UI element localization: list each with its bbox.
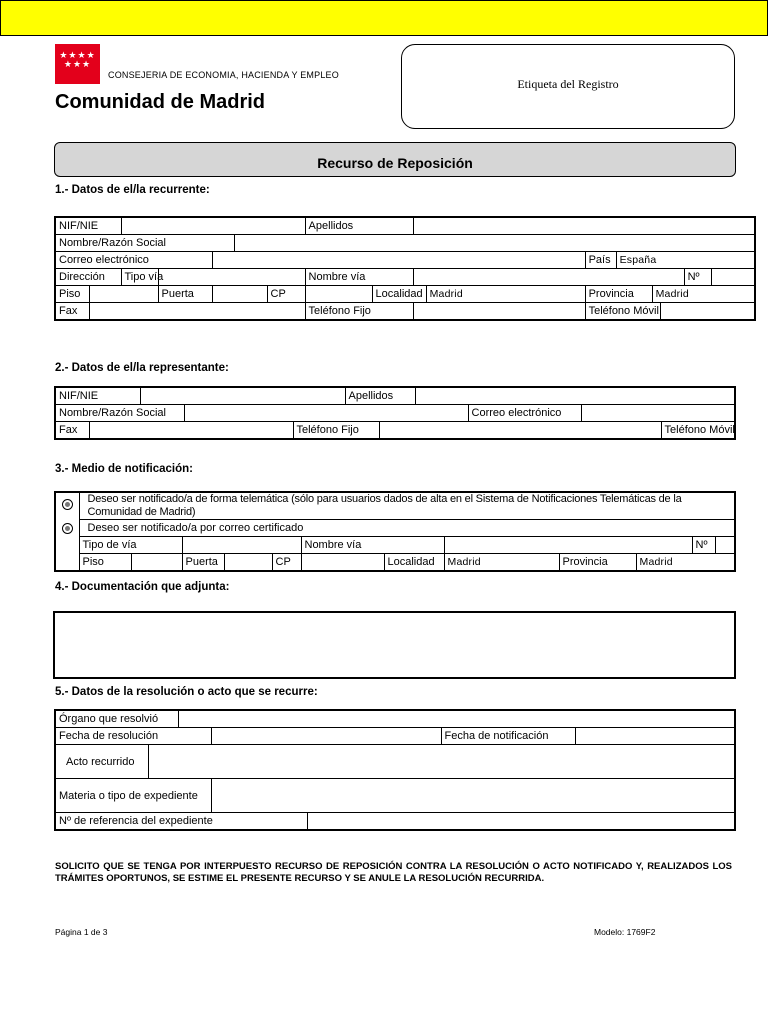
apellidos-label: Apellidos: [305, 217, 413, 235]
rep-nif-field[interactable]: [140, 387, 345, 405]
not-localidad-label: Localidad: [384, 554, 444, 572]
localidad-label: Localidad: [372, 286, 426, 303]
not-piso-field[interactable]: [131, 554, 182, 572]
rep-nombre-label: Nombre/Razón Social: [55, 405, 184, 422]
consejeria-label: CONSEJERIA DE ECONOMIA, HACIENDA Y EMPLEO: [108, 70, 339, 80]
recurrente-table: [54, 216, 756, 321]
acto-field[interactable]: [148, 745, 735, 779]
nombre-label: Nombre/Razón Social: [55, 235, 234, 252]
referencia-label: Nº de referencia del expediente: [55, 813, 307, 831]
tipo-via-label: Tipo vía: [121, 269, 158, 286]
comunidad-madrid-logo: [55, 44, 100, 84]
solicito-statement: SOLICITO QUE SE TENGA POR INTERPUESTO RECURSO DE REPOSICIÓN CONTRA LA RESOLUCIÓN O ACTO NOTIFICADO Y, REALIZADOS LOS TRÁMITES OPORTUNOS, SE ESTIME EL PRESENTE RECURSO Y SE ANULE LA RESOLUCIÓN RECURRIDA.: [55, 861, 732, 884]
pais-field[interactable]: España: [616, 252, 755, 269]
nombre-via-field[interactable]: [413, 269, 684, 286]
fax-label: Fax: [55, 303, 89, 321]
provincia-field[interactable]: Madrid: [652, 286, 755, 303]
registry-label-text: Etiqueta del Registro: [517, 77, 619, 91]
localidad-field[interactable]: Madrid: [426, 286, 585, 303]
numero-label: Nº: [684, 269, 711, 286]
direccion-label: Dirección: [55, 269, 121, 286]
tel-movil-label: Teléfono Móvil: [585, 303, 660, 321]
rep-tel-fijo-label: Teléfono Fijo: [293, 422, 379, 440]
section-3-heading: 3.- Medio de notificación:: [55, 463, 194, 475]
opt2-radio-cell[interactable]: [55, 520, 79, 572]
rep-fax-field[interactable]: [89, 422, 293, 440]
section-2-heading: 2.- Datos de el/la representante:: [55, 362, 229, 374]
nif-field[interactable]: [121, 217, 305, 235]
correo-certificado-radio-icon[interactable]: [62, 523, 73, 534]
cp-label: CP: [267, 286, 305, 303]
fecha-notificacion-label: Fecha de notificación: [441, 728, 575, 745]
rep-apellidos-field[interactable]: [415, 387, 735, 405]
referencia-field[interactable]: [307, 813, 735, 831]
section-5-heading: 5.- Datos de la resolución o acto que se recurre:: [55, 686, 318, 698]
resolucion-table: [54, 709, 736, 831]
registry-label-box: [401, 44, 735, 129]
puerta-field[interactable]: [212, 286, 267, 303]
not-piso-label: Piso: [79, 554, 131, 572]
modelo-code: Modelo: 1769F2: [594, 927, 656, 937]
not-numero-field[interactable]: [715, 537, 735, 554]
opt2-label: Deseo ser notificado/a por correo certificado: [79, 520, 735, 537]
materia-label: Materia o tipo de expediente: [55, 779, 211, 813]
telematica-radio-icon[interactable]: [62, 499, 73, 510]
not-localidad-field[interactable]: Madrid: [444, 554, 559, 572]
tel-fijo-label: Teléfono Fijo: [305, 303, 413, 321]
not-nombre-via-field[interactable]: [444, 537, 692, 554]
rep-fax-label: Fax: [55, 422, 89, 440]
opt1-label: Deseo ser notificado/a de forma telemática (sólo para usuarios dados de alta en el Sistema de Notificaciones Telemáticas de la Comunidad de Madrid): [79, 492, 735, 520]
tel-fijo-field[interactable]: [413, 303, 585, 321]
organo-label: Órgano que resolvió: [55, 710, 178, 728]
logo-stars-icon: ★★★★ ★★★: [59, 51, 96, 70]
tel-movil-field[interactable]: [660, 303, 755, 321]
correo-field[interactable]: [212, 252, 585, 269]
section-1-heading: 1.- Datos de el/la recurrente:: [55, 184, 210, 196]
pais-label: País: [585, 252, 616, 269]
correo-label: Correo electrónico: [55, 252, 212, 269]
piso-field[interactable]: [89, 286, 158, 303]
not-provincia-field[interactable]: Madrid: [636, 554, 735, 572]
rep-correo-label: Correo electrónico: [468, 405, 581, 422]
fecha-resolucion-field[interactable]: [211, 728, 441, 745]
puerta-label: Puerta: [158, 286, 212, 303]
rep-tel-movil-label: Teléfono Móvil: [661, 422, 735, 440]
top-banner: [0, 0, 768, 36]
materia-field[interactable]: [211, 779, 735, 813]
tipo-via-field[interactable]: [158, 269, 305, 286]
not-numero-label: Nº: [692, 537, 715, 554]
rep-correo-field[interactable]: [581, 405, 735, 422]
fax-field[interactable]: [89, 303, 305, 321]
not-puerta-field[interactable]: [224, 554, 272, 572]
form-title: Recurso de Reposición: [54, 142, 736, 177]
numero-field[interactable]: [711, 269, 755, 286]
not-tipo-via-label: Tipo de vía: [79, 537, 182, 554]
not-cp-label: CP: [272, 554, 301, 572]
provincia-label: Provincia: [585, 286, 652, 303]
nombre-via-label: Nombre vía: [305, 269, 413, 286]
rep-nombre-field[interactable]: [184, 405, 468, 422]
cp-field[interactable]: [305, 286, 372, 303]
page-number: Página 1 de 3: [55, 927, 108, 937]
nif-label: NIF/NIE: [55, 217, 121, 235]
fecha-notificacion-field[interactable]: [575, 728, 735, 745]
piso-label: Piso: [55, 286, 89, 303]
not-cp-field[interactable]: [301, 554, 384, 572]
not-provincia-label: Provincia: [559, 554, 636, 572]
section-4-heading: 4.- Documentación que adjunta:: [55, 581, 230, 593]
organo-field[interactable]: [178, 710, 735, 728]
acto-label: Acto recurrido: [55, 745, 148, 779]
fecha-resolucion-label: Fecha de resolución: [55, 728, 211, 745]
rep-nif-label: NIF/NIE: [55, 387, 140, 405]
rep-apellidos-label: Apellidos: [345, 387, 415, 405]
not-tipo-via-field[interactable]: [182, 537, 301, 554]
notificacion-table: [54, 491, 736, 572]
apellidos-field[interactable]: [413, 217, 755, 235]
not-nombre-via-label: Nombre vía: [301, 537, 444, 554]
documentacion-field[interactable]: [53, 611, 736, 679]
opt1-radio-cell[interactable]: [55, 492, 79, 520]
representante-table: [54, 386, 736, 440]
nombre-field[interactable]: [234, 235, 755, 252]
not-puerta-label: Puerta: [182, 554, 224, 572]
rep-tel-fijo-field[interactable]: [379, 422, 661, 440]
comunidad-title: Comunidad de Madrid: [55, 91, 265, 113]
